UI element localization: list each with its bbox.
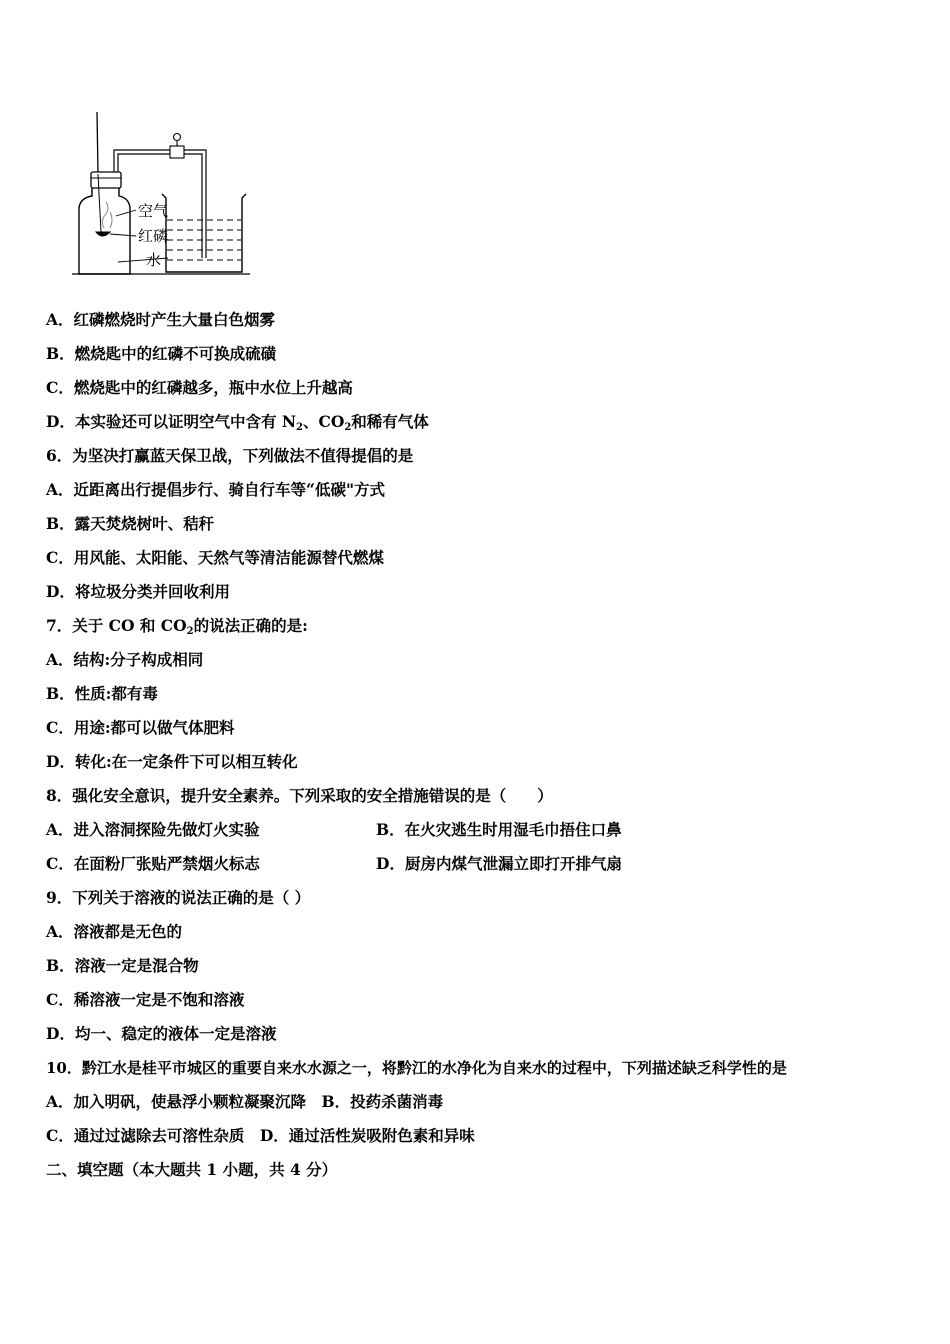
q7-stem: 7．关于 CO 和 $CO_2$的说法正确的是:	[46, 616, 308, 637]
label-air: 空气	[138, 202, 169, 220]
beaker	[162, 194, 246, 272]
combustion-spoon	[96, 232, 110, 236]
q9-option-a: A．溶液都是无色的	[46, 922, 183, 941]
q8-option-c: C．在面粉厂张贴严禁烟火标志	[46, 854, 260, 873]
q6-stem: 6．为坚决打赢蓝天保卫战，下列做法不值得提倡的是	[46, 446, 414, 465]
q10-options-cd: C．通过过滤除去可溶性杂质 D．通过活性炭吸附色素和异味	[46, 1126, 475, 1145]
q8-option-d: D．厨房内煤气泄漏立即打开排气扇	[376, 854, 622, 873]
label-red-phosphorus: 红磷	[138, 227, 169, 245]
q6-option-b: B．露天焚烧树叶、秸秆	[46, 514, 215, 533]
q8-option-a: A．进入溶洞探险先做灯火实验	[46, 820, 260, 839]
q5-option-a: A．红磷燃烧时产生大量白色烟雾	[46, 310, 276, 329]
q8-stem: 8．强化安全意识，提升安全素养。下列采取的安全措施错误的是（ ）	[46, 786, 553, 805]
q7-option-a: A．结构:分子构成相同	[46, 650, 204, 669]
q8-option-b: B．在火灾逃生时用湿毛巾捂住口鼻	[376, 820, 622, 839]
q9-stem: 9．下列关于溶液的说法正确的是（ ）	[46, 888, 311, 907]
q10-stem: 10．黔江水是桂平市城区的重要自来水水源之一，将黔江的水净化为自来水的过程中，下列描述缺乏科学性的是	[46, 1059, 787, 1077]
q6-option-c: C．用风能、太阳能、天然气等清洁能源替代燃煤	[46, 548, 384, 567]
label-water: 水	[146, 251, 162, 269]
q5-option-d: D．本实验还可以证明空气中含有 $N_2$、$CO_2$和稀有气体	[46, 412, 429, 433]
q7-option-d: D．转化:在一定条件下可以相互转化	[46, 752, 298, 771]
q9-option-b: B．溶液一定是混合物	[46, 956, 199, 975]
apparatus-diagram	[70, 112, 252, 278]
gas-bottle	[79, 188, 130, 274]
combustion-spoon-rod	[97, 112, 98, 174]
q6-option-a: A．近距离出行提倡步行、骑自行车等“低碳"方式	[46, 480, 386, 499]
q9-option-c: C．稀溶液一定是不饱和溶液	[46, 990, 245, 1009]
spring-clamp	[170, 146, 184, 158]
q5-option-c: C．燃烧匙中的红磷越多，瓶中水位上升越高	[46, 378, 353, 397]
q5-option-b: B．燃烧匙中的红磷不可换成硫磺	[46, 344, 277, 363]
q7-option-b: B．性质:都有毒	[46, 684, 158, 703]
q6-option-d: D．将垃圾分类并回收利用	[46, 582, 230, 601]
q7-option-c: C．用途:都可以做气体肥料	[46, 718, 235, 737]
q10-options-ab: A．加入明矾，使悬浮小颗粒凝聚沉降 B．投药杀菌消毒	[46, 1092, 444, 1111]
section-heading-fill-in: 二、填空题（本大题共 1 小题，共 4 分）	[46, 1160, 338, 1179]
q9-option-d: D．均一、稳定的液体一定是溶液	[46, 1024, 277, 1043]
rubber-stopper	[91, 172, 121, 188]
